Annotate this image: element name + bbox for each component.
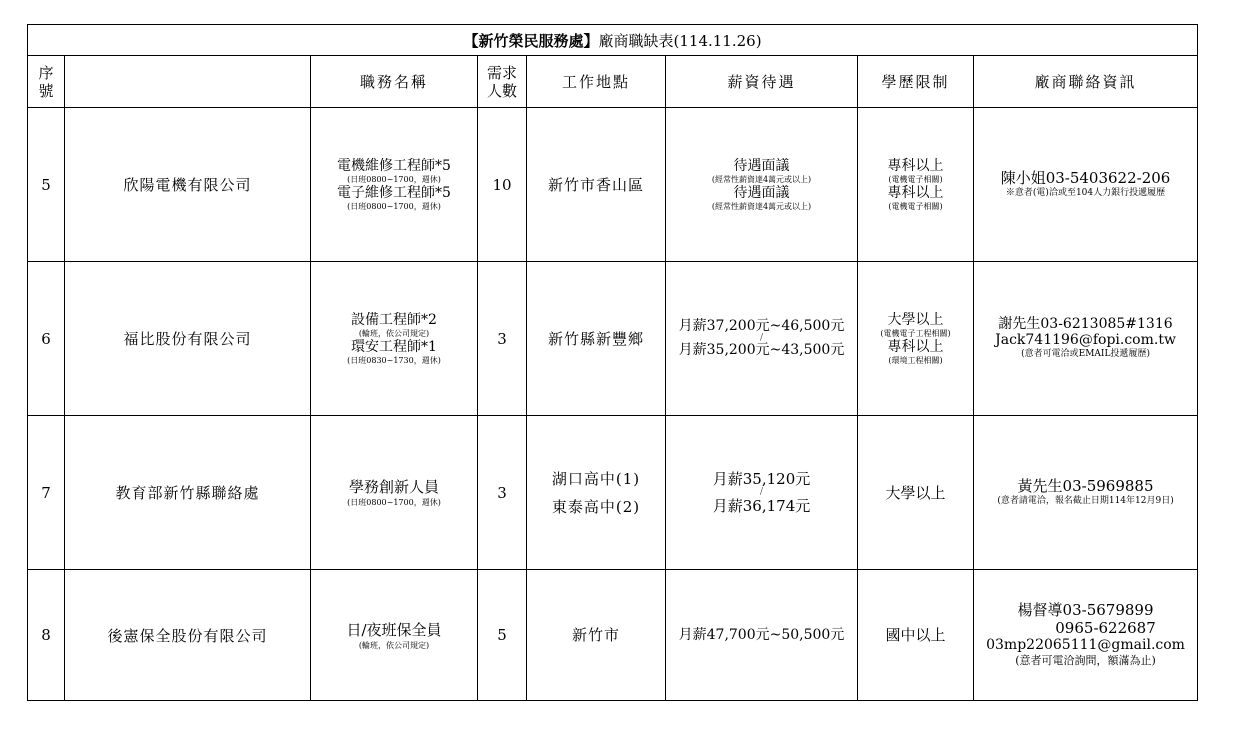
header-count-label: 需求人數 [486,63,517,100]
salary-separator: / [759,487,764,497]
contact-phone: 謝先生03-6213085#1316 [998,316,1173,332]
education-level: 專科以上 [887,184,944,201]
education-level: 大學以上 [887,311,944,328]
salary-value: 月薪36,174元 [712,497,811,515]
job-note: (日班0800~1700，週休) [347,201,441,211]
education-note: (電機電子工程相關) [880,328,951,338]
contact-cell [974,416,1198,570]
education-cell [858,108,974,262]
work-location [527,570,666,701]
contact-cell [974,570,1198,701]
education-cell [858,416,974,570]
header-education: 學歷限制 [858,56,974,108]
work-location [527,108,666,262]
education-note: (環境工程相關) [888,355,943,365]
salary-separator: / [759,333,764,343]
education-cell [858,262,974,416]
education-cell [858,570,974,701]
header-row [28,56,1198,108]
job-title: 日/夜班保全員 [346,620,442,639]
header-count [478,56,527,108]
title-bracket: 【新竹榮民服務處】 [463,31,599,50]
company-name: 福比股份有限公司 [65,262,311,416]
salary-value: 待遇面議 [733,157,790,174]
contact-cell [974,262,1198,416]
job-title-cell [311,262,478,416]
salary-value: 待遇面議 [733,184,790,201]
row-seq: 8 [28,570,65,701]
contact-email: 03mp22065111@gmail.com [986,637,1185,653]
table-row [28,416,1198,570]
table-row [28,570,1198,701]
job-title-cell [311,416,478,570]
salary-cell [666,570,858,701]
table-row [28,262,1198,416]
job-title: 學務創新人員 [348,478,439,496]
education-note: (電機電子相關) [888,174,943,184]
table-title [28,25,1198,56]
job-note: (輪班，依公司規定) [358,640,430,650]
company-name: 後憲保全股份有限公司 [65,570,311,701]
work-location [527,416,666,570]
salary-value: 月薪37,200元~46,500元 [678,318,845,334]
job-note: (日班0800~1700，週休) [347,174,441,184]
header-contact: 廠商聯絡資訊 [974,56,1198,108]
contact-note: ※意者(電)洽或至104人力銀行投遞履歷 [1005,188,1166,198]
job-vacancy-table [27,24,1198,701]
salary-cell [666,262,858,416]
header-seq [28,56,65,108]
contact-note: (意者請電洽，報名截止日期114年12月9日) [997,496,1174,506]
job-title: 電子維修工程師*5 [337,184,451,201]
salary-cell [666,416,858,570]
title-row [28,25,1198,56]
education-level: 專科以上 [887,157,944,174]
salary-value: 月薪35,200元~43,500元 [678,342,845,358]
salary-note: (經常性薪資達4萬元或以上) [711,174,812,184]
header-seq-label: 序號 [38,63,54,100]
job-note: (輪班，依公司規定) [358,328,430,338]
contact-phone: 黃先生03-5969885 [1017,477,1154,495]
header-salary: 薪資待遇 [666,56,858,108]
job-title-cell [311,108,478,262]
headcount: 3 [478,416,527,570]
contact-phone: 陳小姐03-5403622-206 [1000,169,1171,187]
title-text: 廠商職缺表(114.11.26) [598,31,762,50]
headcount: 5 [478,570,527,701]
education-note: (電機電子相關) [888,201,943,211]
education-level: 大學以上 [885,483,946,502]
header-job: 職務名稱 [311,56,478,108]
row-seq: 6 [28,262,65,416]
education-level: 專科以上 [887,338,944,355]
job-note: (日班0830~1730，週休) [347,355,441,365]
company-name: 教育部新竹縣聯絡處 [65,416,311,570]
salary-note: (經常性薪資達4萬元或以上) [711,201,812,211]
contact-cell [974,108,1198,262]
work-location-text: 新竹市 [571,626,620,644]
job-title: 環安工程師*1 [351,338,437,355]
header-location: 工作地點 [527,56,666,108]
headcount: 10 [478,108,527,262]
education-level: 國中以上 [885,626,946,644]
contact-mobile: 0965-622687 [1055,619,1156,637]
row-seq: 7 [28,416,65,570]
work-location-text: 新竹縣新豐鄉 [547,329,644,348]
job-note: (日班0800~1700，週休) [347,498,441,507]
headcount: 3 [478,262,527,416]
work-location-text: 湖口高中(1) [551,469,641,488]
contact-note: (意者可電洽詢問，額滿為止) [1015,654,1156,667]
header-company [65,56,311,108]
work-location-text: 新竹市香山區 [547,175,644,194]
table-row [28,108,1198,262]
job-title: 設備工程師*2 [351,311,437,328]
job-title: 電機維修工程師*5 [337,157,451,174]
contact-note: (意者可電洽或EMAIL投遞履歷) [1021,349,1150,359]
company-name: 欣陽電機有限公司 [65,108,311,262]
work-location [527,262,666,416]
work-location-text: 東泰高中(2) [551,497,641,516]
salary-value: 月薪35,120元 [712,470,811,488]
row-seq: 5 [28,108,65,262]
salary-value: 月薪47,700元~50,500元 [678,626,845,643]
salary-cell [666,108,858,262]
job-title-cell [311,570,478,701]
contact-email: Jack741196@fopi.com.tw [995,332,1176,348]
contact-phone: 楊督導03-5679899 [1017,601,1154,619]
